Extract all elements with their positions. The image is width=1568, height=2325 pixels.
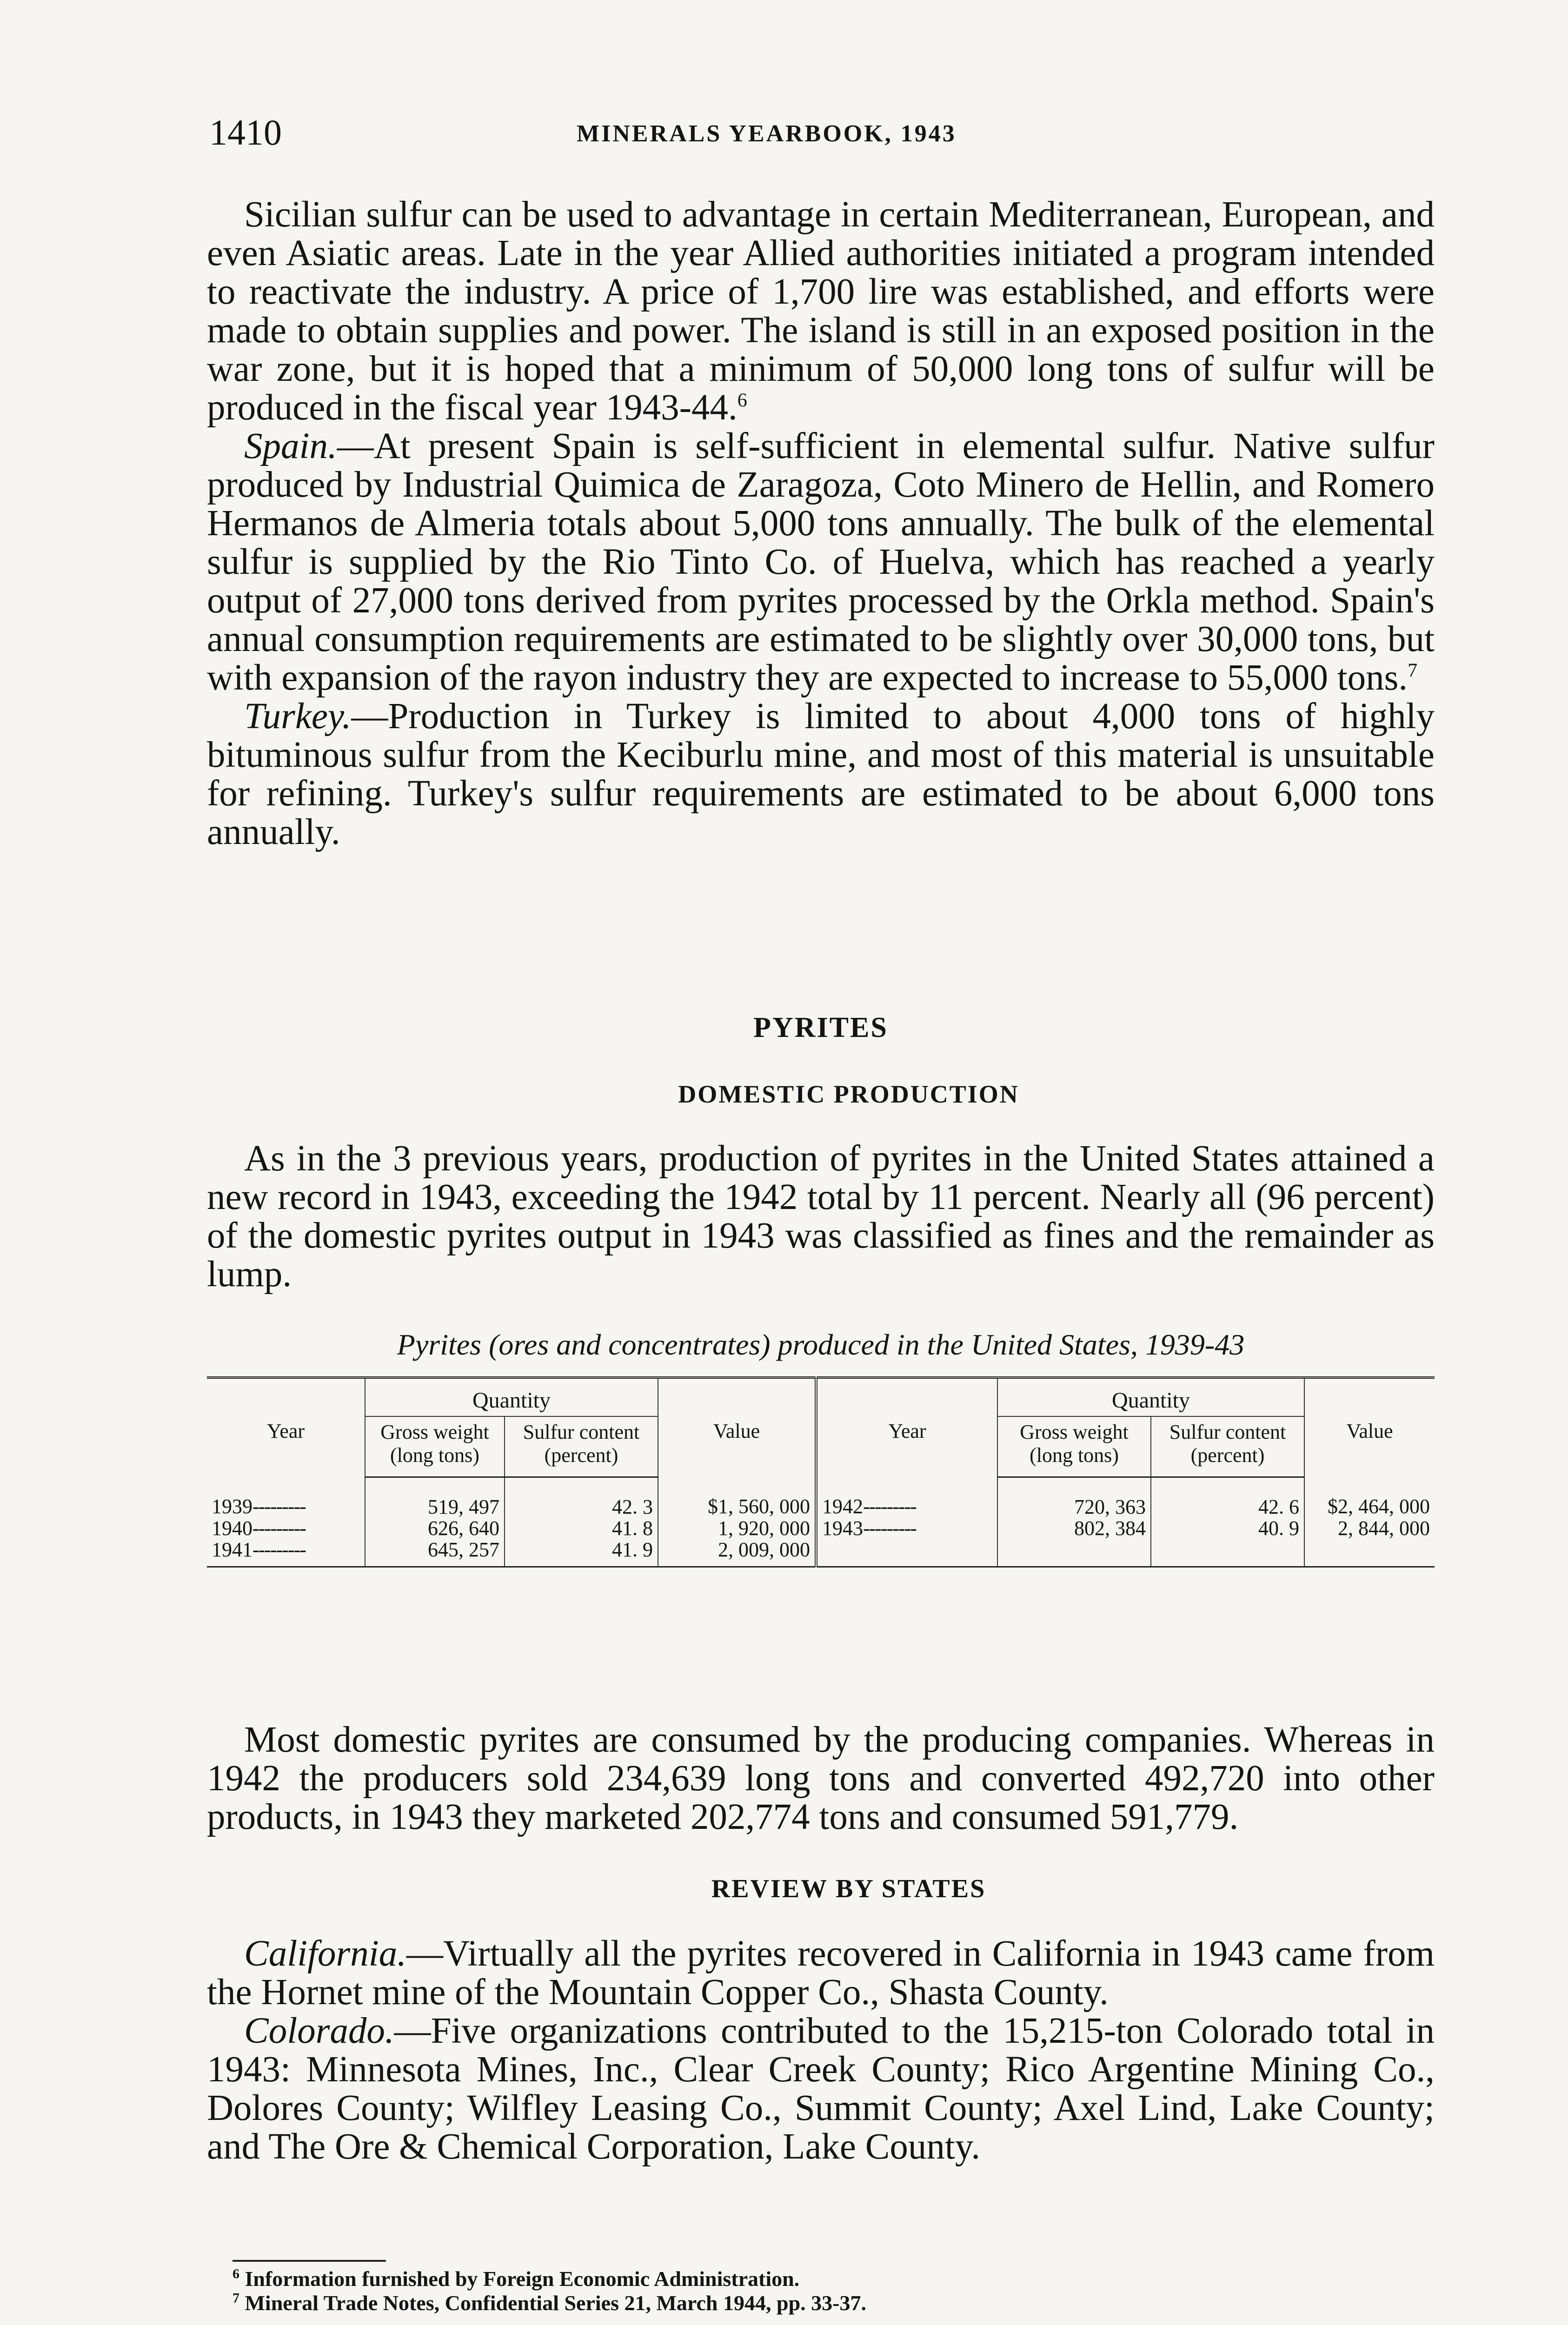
header-sulfur-content-right: Sulfur content (percent)	[1151, 1416, 1304, 1477]
sulfur-content-cell: 40. 9	[1151, 1518, 1304, 1539]
sulfur-content-cell: 42. 3	[505, 1477, 658, 1518]
empty-cell	[816, 1539, 997, 1567]
gross-weight-cell: 720, 363	[997, 1477, 1151, 1518]
sulfur-content-cell: 42. 6	[1151, 1477, 1304, 1518]
footnote-divider	[233, 2260, 386, 2262]
text-block-states	[207, 1934, 1435, 2166]
footnote-mark: 6	[233, 2266, 239, 2282]
text-block-domestic	[207, 1139, 1435, 1294]
value-cell: 2, 844, 000	[1338, 1517, 1430, 1540]
sulfur-content-cell: 41. 8	[505, 1518, 658, 1539]
header-value-right: Value	[1304, 1378, 1435, 1477]
leader-dots: ---------	[863, 1495, 916, 1518]
leader-dots: ---------	[252, 1517, 306, 1540]
header-sulfur-content-left: Sulfur content (percent)	[505, 1416, 658, 1477]
row-year	[207, 1539, 365, 1567]
text-block-consumption	[207, 1720, 1435, 1836]
paragraph-colorado-text: —Five organizations contributed to the 15,215-ton Colorado total in 1943: Minnesota Mines, Inc., Clear Creek County; Rico Argentine Mining Co., Dolores County; Wilfley Leasing Co., Summit County; Axel Lind, Lake County; and The Ore & Chemical Corporation, Lake County.	[207, 2011, 1435, 2167]
year-value: 1940	[212, 1517, 252, 1540]
value-cell: $2, 464, 000	[1328, 1495, 1430, 1518]
year-value: 1941	[212, 1538, 252, 1561]
paragraph-california-text: —Virtually all the pyrites recovered in California in 1943 came from the Hornet mine of the Mountain Copper Co., Shasta County.	[207, 1933, 1435, 2013]
paragraph-colorado	[207, 2012, 1435, 2166]
paragraph-turkey-text: —Production in Turkey is limited to about 4,000 tons of highly bituminous sulfur from the Keciburlu mine, and most of this material is unsuitable for refining. Turkey's sulfur requirements are estimated to be about 6,000 tons annually.	[207, 696, 1435, 852]
footnote-mark: 7	[233, 2290, 239, 2306]
gross-weight-cell: 802, 384	[997, 1518, 1151, 1539]
footnote-6	[233, 2267, 1395, 2291]
paragraph-spain	[207, 427, 1435, 697]
paragraph-sicily-text: Sicilian sulfur can be used to advantage in certain Mediterranean, European, and even Asiatic areas. Late in the year Allied authorities initiated a program intended to reactivate the industry. A price of 1,700 lire was established, and efforts were made to obtain supplies and power. The island is still in an exposed position in the war zone, but it is hoped that a minimum of 50,000 long tons of sulfur will be produced in the fiscal year 1943-44.	[207, 194, 1435, 428]
stats-table	[207, 1376, 1435, 1568]
text-block-sulfur-countries	[207, 195, 1435, 851]
row-year	[207, 1477, 365, 1518]
table-row	[207, 1539, 1435, 1567]
header-value-left: Value	[658, 1378, 816, 1477]
paragraph-spain-text: —At present Spain is self-sufficient in elemental sulfur. Native sulfur produced by Industrial Quimica de Zaragoza, Coto Minero de Hellin, and Romero Hermanos de Almeria totals about 5,000 tons annually. The bulk of the elemental sulfur is supplied by the Rio Tinto Co. of Huelva, which has reached a yearly output of 27,000 tons derived from pyrites processed by the Orkla method. Spain's annual consumption requirements are estimated to be slightly over 30,000 tons, but with expansion of the rayon industry they are expected to increase to 55,000 tons.	[207, 426, 1435, 698]
year-value: 1939	[212, 1495, 252, 1518]
turkey-lead: Turkey.	[244, 696, 352, 737]
header-quantity-right: Quantity	[997, 1378, 1304, 1417]
spain-lead: Spain.	[244, 426, 337, 466]
row-year	[207, 1518, 365, 1539]
subheading-domestic-production: DOMESTIC PRODUCTION	[678, 1080, 1019, 1108]
footnote-ref-7: 7	[1408, 660, 1418, 682]
page-number: 1410	[209, 112, 282, 153]
footnote-7	[233, 2291, 1395, 2315]
paragraph-turkey	[207, 697, 1435, 851]
running-head: MINERALS YEARBOOK, 1943	[577, 120, 957, 147]
california-lead: California.	[244, 1933, 406, 1974]
value-cell: 2, 009, 000	[658, 1539, 816, 1567]
table-caption: Pyrites (ores and concentrates) produced in the United States, 1939-43	[397, 1328, 1245, 1361]
footnote-text: Mineral Trade Notes, Confidential Series 21, March 1944, pp. 33-37.	[245, 2291, 866, 2315]
header-year-right: Year	[816, 1378, 997, 1477]
empty-cell	[997, 1539, 1151, 1567]
leader-dots: ---------	[252, 1495, 306, 1518]
footnote-text: Information furnished by Foreign Economic Administration.	[245, 2267, 800, 2291]
header-year-left: Year	[207, 1378, 365, 1477]
table-row	[207, 1477, 1435, 1518]
table-row	[207, 1518, 1435, 1539]
footnotes	[233, 2267, 1395, 2315]
empty-cell	[1151, 1539, 1304, 1567]
colorado-lead: Colorado.	[244, 2011, 394, 2051]
year-value: 1943	[822, 1517, 864, 1540]
gross-weight-cell: 645, 257	[365, 1539, 505, 1567]
header-gross-weight-left: Gross weight (long tons)	[365, 1416, 505, 1477]
value-cell: $1, 560, 000	[658, 1477, 816, 1518]
paragraph-california	[207, 1934, 1435, 2012]
leader-dots: ---------	[863, 1517, 916, 1540]
row-year	[816, 1477, 997, 1518]
header-quantity-left: Quantity	[365, 1378, 658, 1417]
leader-dots: ---------	[252, 1538, 306, 1561]
value-cell: 1, 920, 000	[658, 1518, 816, 1539]
section-heading-pyrites: PYRITES	[753, 1012, 888, 1043]
gross-weight-cell: 626, 640	[365, 1518, 505, 1539]
subheading-review-by-states: REVIEW BY STATES	[711, 1874, 986, 1903]
year-value: 1942	[822, 1495, 864, 1518]
empty-cell	[1304, 1539, 1435, 1567]
gross-weight-cell: 519, 497	[365, 1477, 505, 1518]
paragraph-domestic-production: As in the 3 previous years, production of pyrites in the United States attained a new record in 1943, exceeding the 1942 total by 11 percent. Nearly all (96 percent) of the domestic pyrites output in 1943 was classified as fines and the remainder as lump.	[207, 1138, 1435, 1295]
row-year	[816, 1518, 997, 1539]
sulfur-content-cell: 41. 9	[505, 1539, 658, 1567]
paragraph-consumption: Most domestic pyrites are consumed by the producing companies. Whereas in 1942 the producers sold 234,639 long tons and converted 492,720 into other products, in 1943 they marketed 202,774 tons and consumed 591,779.	[207, 1720, 1435, 1837]
pyrites-production-table	[207, 1376, 1435, 1568]
footnote-ref-6: 6	[737, 390, 747, 412]
paragraph-sicily	[207, 195, 1435, 427]
page-header	[205, 112, 1432, 163]
header-gross-weight-right: Gross weight (long tons)	[997, 1416, 1151, 1477]
